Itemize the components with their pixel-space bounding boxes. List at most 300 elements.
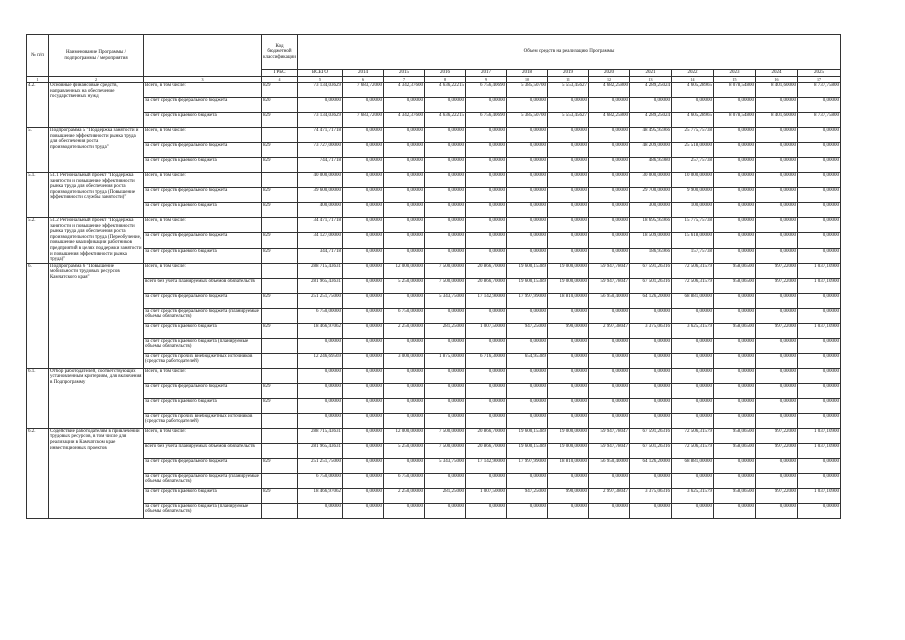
year-amount: 4 605,28965 [672,113,714,128]
year-amount: 0,00000 [548,368,589,383]
year-amount: 0,00000 [507,248,548,263]
col-index-number: 12 [589,77,630,83]
year-amount: 0,00000 [384,158,425,173]
grbs-code [262,218,298,233]
year-amount: 0,00000 [714,128,756,143]
year-amount: 0,00000 [466,143,507,158]
year-amount: 59 947,78047 [589,278,630,293]
row-number: 6.1. [27,368,49,428]
year-amount: 0,00000 [548,173,589,188]
table-row [27,488,841,503]
year-amount: 300,00000 [630,203,672,218]
year-amount: 990,00000 [548,323,589,338]
year-amount: 0,00000 [507,308,548,323]
year-amount: 0,00000 [466,98,507,113]
year-amount: 0,00000 [589,233,630,248]
year-amount: 4 636,22215 [425,113,466,128]
col-index-number: 16 [756,77,798,83]
grbs-code: 829 [262,488,298,503]
year-amount: 0,00000 [384,188,425,203]
year-amount: 67 591,26316 [630,428,672,443]
year-amount: 0,00000 [343,128,384,143]
year-amount: 0,00000 [425,503,466,518]
year-amount: 0,00000 [466,308,507,323]
year-amount: 0,00000 [798,398,841,413]
year-amount: 486,95980 [630,158,672,173]
year-amount: 0,00000 [630,383,672,398]
program-name: 51.1 Региональный проект "Поддержка занятости и повышение эффективности рынка труда для обеспечения роста производительности труда (Повышение эффективности службы занятости)" [49,173,144,218]
funding-source: Всего, в том числе: [144,83,262,98]
table-row [27,248,841,263]
year-amount: 0,00000 [672,368,714,383]
year-amount: 0,00000 [714,188,756,203]
year-amount: 0,00000 [343,338,384,353]
year-amount: 0,00000 [343,263,384,278]
year-amount: 6 716,30000 [466,353,507,368]
year-amount: 6 750,00000 [384,308,425,323]
year-amount: 0,00000 [507,203,548,218]
year-amount: 19 600,15389 [507,278,548,293]
year-amount: 7 683,72000 [343,83,384,98]
funding-source: за счет средств федерального бюджета (планируемые объемы обязательств) [144,308,262,323]
total-amount: 288 715,43631 [298,428,343,443]
year-amount: 0,00000 [630,353,672,368]
year-amount: 2 250,00000 [384,323,425,338]
year-amount: 20 866,70000 [466,278,507,293]
col-header-name: Наименование Программы / подпрограммы / мероприятия [49,35,144,77]
grbs-code: 829 [262,398,298,413]
year-amount: 0,00000 [425,188,466,203]
year-amount: 19 000,00000 [548,443,589,458]
year-amount: 0,00000 [425,233,466,248]
funding-source: Всего, в том числе: [144,173,262,188]
year-amount: 0,00000 [466,233,507,248]
year-amount: 0,00000 [756,368,798,383]
total-amount: 251 251,75000 [298,293,343,308]
table-row [27,83,841,98]
funding-source: за счет средств краевого бюджета [144,248,262,263]
year-amount: 0,00000 [714,158,756,173]
year-amount: 0,00000 [630,308,672,323]
year-amount: 281,25000 [425,488,466,503]
funding-source: за счет средств федерального бюджета [144,383,262,398]
year-amount: 4 605,28965 [672,83,714,98]
year-amount: 0,00000 [798,233,841,248]
year-amount: 0,00000 [425,128,466,143]
year-amount: 990,00000 [548,488,589,503]
table-row [27,473,841,488]
year-amount: 997,22000 [756,428,798,443]
year-amount: 0,00000 [384,233,425,248]
year-amount: 2 997,38047 [589,488,630,503]
year-amount: 281,25000 [425,323,466,338]
table-row [27,308,841,323]
table-row [27,293,841,308]
col-index-number: 9 [466,77,507,83]
year-amount: 0,00000 [589,158,630,173]
year-amount: 64 126,20000 [630,293,672,308]
year-amount: 0,00000 [798,368,841,383]
year-amount: 0,00000 [384,218,425,233]
year-amount: 0,00000 [756,398,798,413]
year-amount: 0,00000 [425,308,466,323]
year-amount: 0,00000 [425,203,466,218]
year-amount: 0,00000 [672,338,714,353]
year-amount: 3 625,31579 [672,323,714,338]
year-amount: 19 000,00000 [548,263,589,278]
year-amount: 0,00000 [672,503,714,518]
table-body [27,83,841,519]
funding-source: всего без учета планируемых объемов обязательств [144,278,262,293]
year-amount: 0,00000 [343,158,384,173]
year-amount: 0,00000 [425,158,466,173]
funding-source: за счет средств краевого бюджета [144,398,262,413]
year-amount: 958,06500 [714,278,756,293]
year-amount: 0,00000 [714,413,756,428]
year-amount: 0,00000 [630,398,672,413]
year-amount: 5 553,45627 [548,113,589,128]
col-header-year: 2024 [756,70,798,77]
col-header-blank [144,35,262,77]
total-amount: 744,71718 [298,158,343,173]
year-amount: 0,00000 [384,203,425,218]
table-row [27,428,841,443]
row-number: 6.2. [27,428,49,518]
total-amount: 0,00000 [298,338,343,353]
year-amount: 64 126,20000 [630,458,672,473]
year-amount: 0,00000 [589,308,630,323]
year-amount: 0,00000 [548,383,589,398]
year-amount: 0,00000 [343,233,384,248]
funding-source: за счет средств федерального бюджета [144,188,262,203]
year-amount: 25 775,75738 [672,128,714,143]
grbs-code: 829 [262,293,298,308]
row-number: 6. [27,263,49,368]
year-amount: 0,00000 [507,173,548,188]
year-amount: 0,00000 [466,383,507,398]
year-amount: 29 700,00000 [630,188,672,203]
year-amount: 1 007,50000 [466,323,507,338]
year-amount: 17 142,90000 [466,458,507,473]
year-amount: 1 037,10900 [798,443,841,458]
year-amount: 0,00000 [589,503,630,518]
total-amount: 73 134,03629 [298,113,343,128]
year-amount: 0,00000 [756,308,798,323]
year-amount: 0,00000 [384,128,425,143]
year-amount: 59 947,78047 [589,263,630,278]
table-row [27,503,841,518]
budget-table-sheet [26,34,838,519]
year-amount: 100,00000 [672,203,714,218]
grbs-code: 829 [262,248,298,263]
year-amount: 0,00000 [507,413,548,428]
year-amount: 0,00000 [466,338,507,353]
year-amount: 0,00000 [714,203,756,218]
funding-source: за счет средств краевого бюджета [144,323,262,338]
year-amount: 0,00000 [507,143,548,158]
year-amount: 0,00000 [798,413,841,428]
program-name: Основные финансовые средств, направленных на обеспечение государственных нужд [49,83,144,128]
year-amount: 0,00000 [466,503,507,518]
col-header-year: 2014 [343,70,384,77]
year-amount: 0,00000 [756,473,798,488]
grbs-code: 829 [262,323,298,338]
year-amount: 0,00000 [798,458,841,473]
table-row [27,188,841,203]
year-amount: 0,00000 [343,353,384,368]
grbs-code [262,128,298,143]
year-amount: 0,00000 [756,218,798,233]
year-amount: 0,00000 [343,368,384,383]
grbs-code [262,428,298,443]
year-amount: 0,00000 [425,398,466,413]
year-amount: 654,95389 [507,353,548,368]
year-amount: 6 756,40690 [466,113,507,128]
year-amount: 0,00000 [466,398,507,413]
funding-source: Всего, в том числе: [144,368,262,383]
total-amount: 73 727,00000 [298,143,343,158]
year-amount: 997,22000 [756,263,798,278]
year-amount: 257,75738 [672,158,714,173]
table-row [27,278,841,293]
year-amount: 0,00000 [343,188,384,203]
year-amount: 0,00000 [384,143,425,158]
year-amount: 0,00000 [756,203,798,218]
year-amount: 3 375,06316 [630,323,672,338]
grbs-code [262,368,298,383]
year-amount: 0,00000 [425,173,466,188]
col-index-number: 11 [548,77,589,83]
year-amount: 5 385,50700 [507,113,548,128]
table-row [27,338,841,353]
funding-source: Всего, в том числе: [144,128,262,143]
year-amount: 0,00000 [466,248,507,263]
total-amount: 6 750,00000 [298,308,343,323]
year-amount: 0,00000 [507,368,548,383]
total-amount: 34 471,71718 [298,218,343,233]
col-header-funds: Объем средств на реализацию Программы [298,35,841,70]
col-index-number: 2 [49,77,144,83]
col-header-year: 2015 [384,70,425,77]
year-amount: 0,00000 [714,293,756,308]
grbs-code [262,278,298,293]
col-index-number: 15 [714,77,756,83]
year-amount: 0,00000 [384,173,425,188]
year-amount: 59 947,78047 [589,428,630,443]
total-amount: 0,00000 [298,368,343,383]
year-amount: 4 682,25800 [589,83,630,98]
year-amount: 0,00000 [507,383,548,398]
funding-source: за счет средств федерального бюджета [144,143,262,158]
year-amount: 0,00000 [756,128,798,143]
grbs-code: 829 [262,83,298,98]
year-amount: 19 000,00000 [548,278,589,293]
year-amount: 7 500,00000 [425,428,466,443]
grbs-code [262,473,298,488]
year-amount: 0,00000 [343,398,384,413]
table-row [27,458,841,473]
year-amount: 0,00000 [548,233,589,248]
col-index-number: 1 [27,77,49,83]
col-index-number: 3 [144,77,262,83]
year-amount: 1 037,10900 [798,323,841,338]
year-amount: 0,00000 [466,473,507,488]
year-amount: 0,00000 [798,503,841,518]
total-amount: 0,00000 [298,413,343,428]
year-amount: 5 250,00000 [384,443,425,458]
year-amount: 0,00000 [589,143,630,158]
year-amount: 25 518,00000 [672,143,714,158]
year-amount: 0,00000 [714,383,756,398]
col-header-year: 2023 [714,70,756,77]
program-name: Подпрограмма 6 "Повышение мобильности трудовых ресурсов Камчатского края" [49,263,144,368]
year-amount: 958,06500 [714,323,756,338]
year-amount: 30 000,00000 [630,173,672,188]
program-name: 51.2 Региональный проект "Поддержка занятости и повышение эффективности рынка труда для обеспечения роста производительности труда (Переобучение, повышение квалификации работников предприятий в целях поддержки занятости и повышения эффективности рынка труда)" [50,218,142,263]
year-amount: 0,00000 [548,143,589,158]
total-amount: 39 600,00000 [298,188,343,203]
year-amount: 0,00000 [425,368,466,383]
col-header-year: 2016 [425,70,466,77]
year-amount: 0,00000 [343,293,384,308]
year-amount: 8 078,54800 [714,83,756,98]
year-amount: 0,00000 [507,233,548,248]
grbs-code [262,263,298,278]
year-amount: 0,00000 [425,383,466,398]
year-amount: 0,00000 [798,338,841,353]
year-amount: 0,00000 [548,398,589,413]
year-amount: 18 810,00000 [548,293,589,308]
year-amount: 0,00000 [425,143,466,158]
year-amount: 0,00000 [589,353,630,368]
grbs-code [262,338,298,353]
year-amount: 0,00000 [798,98,841,113]
table-row [27,203,841,218]
year-amount: 0,00000 [466,158,507,173]
year-amount: 0,00000 [798,173,841,188]
grbs-code [262,353,298,368]
year-amount: 5 343,75000 [425,293,466,308]
col-index-number: 4 [262,77,298,83]
year-amount: 0,00000 [548,413,589,428]
year-amount: 997,22000 [756,488,798,503]
year-amount: 0,00000 [798,218,841,233]
year-amount: 19 000,00000 [548,428,589,443]
year-amount: 8 078,54800 [714,113,756,128]
year-amount: 0,00000 [343,383,384,398]
year-amount: 0,00000 [672,473,714,488]
year-amount: 0,00000 [714,353,756,368]
year-amount: 0,00000 [343,203,384,218]
year-amount: 72 506,31579 [672,263,714,278]
year-amount: 1 037,10900 [798,263,841,278]
grbs-code [262,173,298,188]
col-index-number: 8 [425,77,466,83]
grbs-code: 829 [262,188,298,203]
row-number: 5. [27,128,49,173]
year-amount: 0,00000 [548,188,589,203]
year-amount: 0,00000 [756,98,798,113]
year-amount: 0,00000 [672,413,714,428]
year-amount: 5 553,45627 [548,83,589,98]
year-amount: 0,00000 [589,218,630,233]
year-amount: 17 142,90000 [466,293,507,308]
year-amount: 5 385,50700 [507,83,548,98]
year-amount: 20 866,70000 [466,428,507,443]
grbs-code: 829 [262,143,298,158]
year-amount: 0,00000 [589,383,630,398]
year-amount: 0,00000 [384,98,425,113]
year-amount: 958,06500 [714,263,756,278]
col-header-year: 2020 [589,70,630,77]
table-row [27,128,841,143]
table-row [27,218,841,233]
year-amount: 186,95966 [630,248,672,263]
year-amount: 0,00000 [756,158,798,173]
year-amount: 0,00000 [630,473,672,488]
year-amount: 0,00000 [466,368,507,383]
year-amount: 0,00000 [548,218,589,233]
table-row [27,368,841,383]
year-amount: 0,00000 [384,398,425,413]
year-amount: 59 947,78047 [589,443,630,458]
total-amount: 288 715,43631 [298,263,343,278]
year-amount: 0,00000 [714,308,756,323]
year-amount: 0,00000 [343,413,384,428]
year-amount: 68 881,00000 [672,293,714,308]
funding-source: за счет средств федерального бюджета (планируемые объемы обязательств) [144,473,262,488]
col-header-code: Код бюджетной классификации [262,35,298,70]
year-amount: 15 775,75738 [672,218,714,233]
year-amount: 0,00000 [343,173,384,188]
table-row [27,443,841,458]
year-amount: 0,00000 [343,248,384,263]
year-amount: 0,00000 [798,143,841,158]
year-amount: 8 737,75800 [798,83,841,98]
year-amount: 0,00000 [548,473,589,488]
year-amount: 67 501,26316 [630,443,672,458]
year-amount: 997,22000 [756,278,798,293]
year-amount: 12 000,00000 [384,428,425,443]
year-amount: 0,00000 [672,383,714,398]
year-amount: 0,00000 [714,218,756,233]
row-number: 5.1. [27,173,49,218]
year-amount: 1 875,00000 [425,353,466,368]
year-amount: 0,00000 [672,398,714,413]
total-amount: 6 750,00000 [298,473,343,488]
funding-source: за счет средств краевого бюджета [144,488,262,503]
col-index-number: 5 [298,77,343,83]
year-amount: 947,25000 [507,488,548,503]
year-amount: 0,00000 [714,233,756,248]
year-amount: 0,00000 [714,398,756,413]
funding-source: за счет средств федерального бюджета [144,293,262,308]
year-amount: 0,00000 [466,173,507,188]
col-header-num: № п/п [27,35,49,77]
funding-source: Всего, в том числе: [144,218,262,233]
year-amount: 0,00000 [714,473,756,488]
year-amount: 0,00000 [343,488,384,503]
table-row [27,383,841,398]
year-amount: 997,22000 [756,323,798,338]
total-amount: 0,00000 [298,398,343,413]
year-amount: 0,00000 [798,248,841,263]
year-amount: 0,00000 [589,338,630,353]
table-row [27,143,841,158]
year-amount: 0,00000 [466,128,507,143]
year-amount: 4 682,25800 [589,113,630,128]
year-amount: 0,00000 [548,128,589,143]
